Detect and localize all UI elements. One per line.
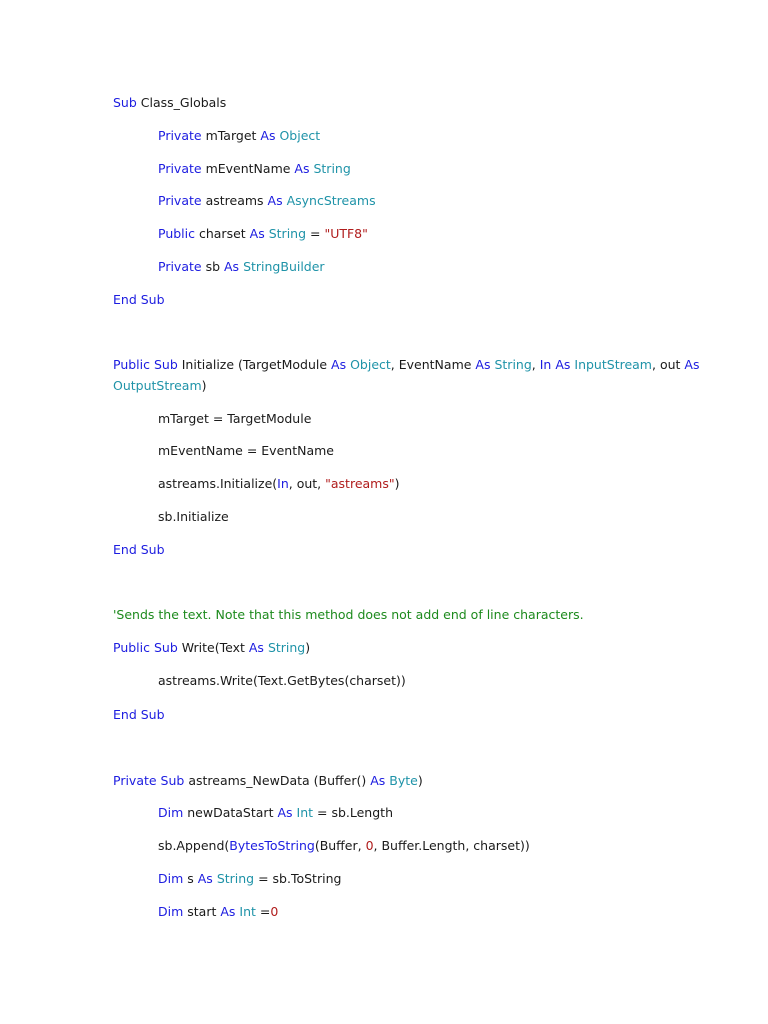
code-token: Object: [279, 128, 321, 143]
code-token: charset: [195, 226, 250, 241]
code-line: [158, 128, 320, 143]
code-token: Dim: [158, 871, 184, 886]
code-token: As: [331, 357, 347, 372]
code-token: String: [267, 640, 306, 655]
code-token: mTarget: [201, 128, 261, 143]
code-token: BytesToString: [229, 838, 315, 853]
code-line: [113, 542, 165, 557]
code-token: "astreams": [325, 476, 395, 491]
code-line: [158, 871, 341, 886]
code-token: Private: [158, 259, 202, 274]
code-token: (Buffer,: [314, 838, 366, 853]
code-token: mEventName: [201, 161, 295, 176]
code-token: 'Sends the text. Note that this method does not add end of line characters.: [113, 607, 584, 622]
code-token: As: [370, 773, 386, 788]
code-token: ): [394, 476, 400, 491]
code-line: [113, 640, 310, 655]
code-token: sb.Append(: [158, 838, 230, 853]
code-token: As: [475, 357, 491, 372]
code-token: ): [417, 773, 423, 788]
code-token: As: [260, 128, 276, 143]
code-token: =: [306, 226, 325, 241]
code-token: Dim: [158, 805, 184, 820]
code-line: [113, 607, 584, 622]
code-line: [158, 509, 229, 524]
code-token: 0: [270, 904, 279, 919]
code-token: mEventName = EventName: [158, 443, 334, 458]
code-line: [158, 161, 351, 176]
code-token: String: [494, 357, 532, 372]
code-token: Public: [158, 226, 195, 241]
code-token: In: [539, 357, 552, 372]
code-token: End Sub: [113, 707, 165, 722]
code-token: InputStream: [574, 357, 652, 372]
code-line: [158, 673, 406, 688]
code-line: [158, 805, 393, 820]
code-line: [113, 292, 165, 307]
code-token: Public Sub: [113, 640, 178, 655]
code-line: [113, 378, 207, 393]
code-token: String: [268, 226, 307, 241]
code-token: ): [201, 378, 207, 393]
code-line: [158, 443, 334, 458]
code-token: Byte: [389, 773, 418, 788]
code-line: [158, 476, 400, 491]
code-token: As: [277, 805, 293, 820]
code-token: mTarget = TargetModule: [158, 411, 312, 426]
code-token: As: [197, 871, 213, 886]
code-token: As: [249, 226, 265, 241]
code-token: Initialize (TargetModule: [177, 357, 332, 372]
code-line: [158, 193, 376, 208]
code-token: Write(Text: [177, 640, 249, 655]
code-token: newDataStart: [183, 805, 278, 820]
code-token: Int: [296, 805, 314, 820]
code-line: [113, 95, 226, 110]
code-token: Private: [158, 161, 202, 176]
code-token: As: [248, 640, 264, 655]
code-line: [158, 904, 278, 919]
code-token: End Sub: [113, 542, 165, 557]
code-token: End Sub: [113, 292, 165, 307]
code-token: StringBuilder: [243, 259, 325, 274]
code-token: =: [255, 904, 271, 919]
code-line: [158, 411, 311, 426]
code-line: [113, 773, 423, 788]
code-token: Private: [158, 193, 202, 208]
code-token: String: [313, 161, 351, 176]
code-token: , out: [652, 357, 685, 372]
code-token: As: [267, 193, 283, 208]
code-token: astreams_NewData (Buffer(): [184, 773, 371, 788]
code-token: ): [305, 640, 311, 655]
code-line: [113, 357, 699, 372]
code-token: In: [277, 476, 289, 491]
code-token: Class_Globals: [136, 95, 227, 110]
code-token: Public Sub: [113, 357, 178, 372]
code-token: Sub: [113, 95, 137, 110]
code-token: sb: [201, 259, 224, 274]
code-token: Int: [239, 904, 256, 919]
code-token: As: [220, 904, 236, 919]
code-token: astreams: [201, 193, 268, 208]
code-token: , EventName: [390, 357, 476, 372]
code-token: = sb.Length: [313, 805, 393, 820]
code-line: [158, 226, 368, 241]
code-token: Dim: [158, 904, 184, 919]
code-token: , out,: [288, 476, 326, 491]
code-line: [158, 838, 530, 853]
code-token: start: [183, 904, 221, 919]
code-token: Object: [350, 357, 391, 372]
code-token: s: [183, 871, 198, 886]
code-token: = sb.ToString: [254, 871, 342, 886]
code-token: String: [216, 871, 255, 886]
code-token: OutputStream: [113, 378, 202, 393]
code-token: astreams.Initialize(: [158, 476, 278, 491]
code-token: As: [294, 161, 310, 176]
code-token: "UTF8": [324, 226, 368, 241]
code-token: , Buffer.Length, charset)): [373, 838, 530, 853]
code-line: [158, 259, 325, 274]
code-token: Private: [158, 128, 202, 143]
code-token: sb.Initialize: [158, 509, 229, 524]
code-token: ,: [531, 357, 540, 372]
code-token: Private Sub: [113, 773, 185, 788]
code-token: astreams.Write(Text.GetBytes(charset)): [158, 673, 406, 688]
code-token: AsyncStreams: [286, 193, 376, 208]
code-token: As: [684, 357, 700, 372]
code-token: As: [555, 357, 571, 372]
code-line: [113, 707, 165, 722]
code-token: 0: [365, 838, 374, 853]
code-token: As: [224, 259, 240, 274]
